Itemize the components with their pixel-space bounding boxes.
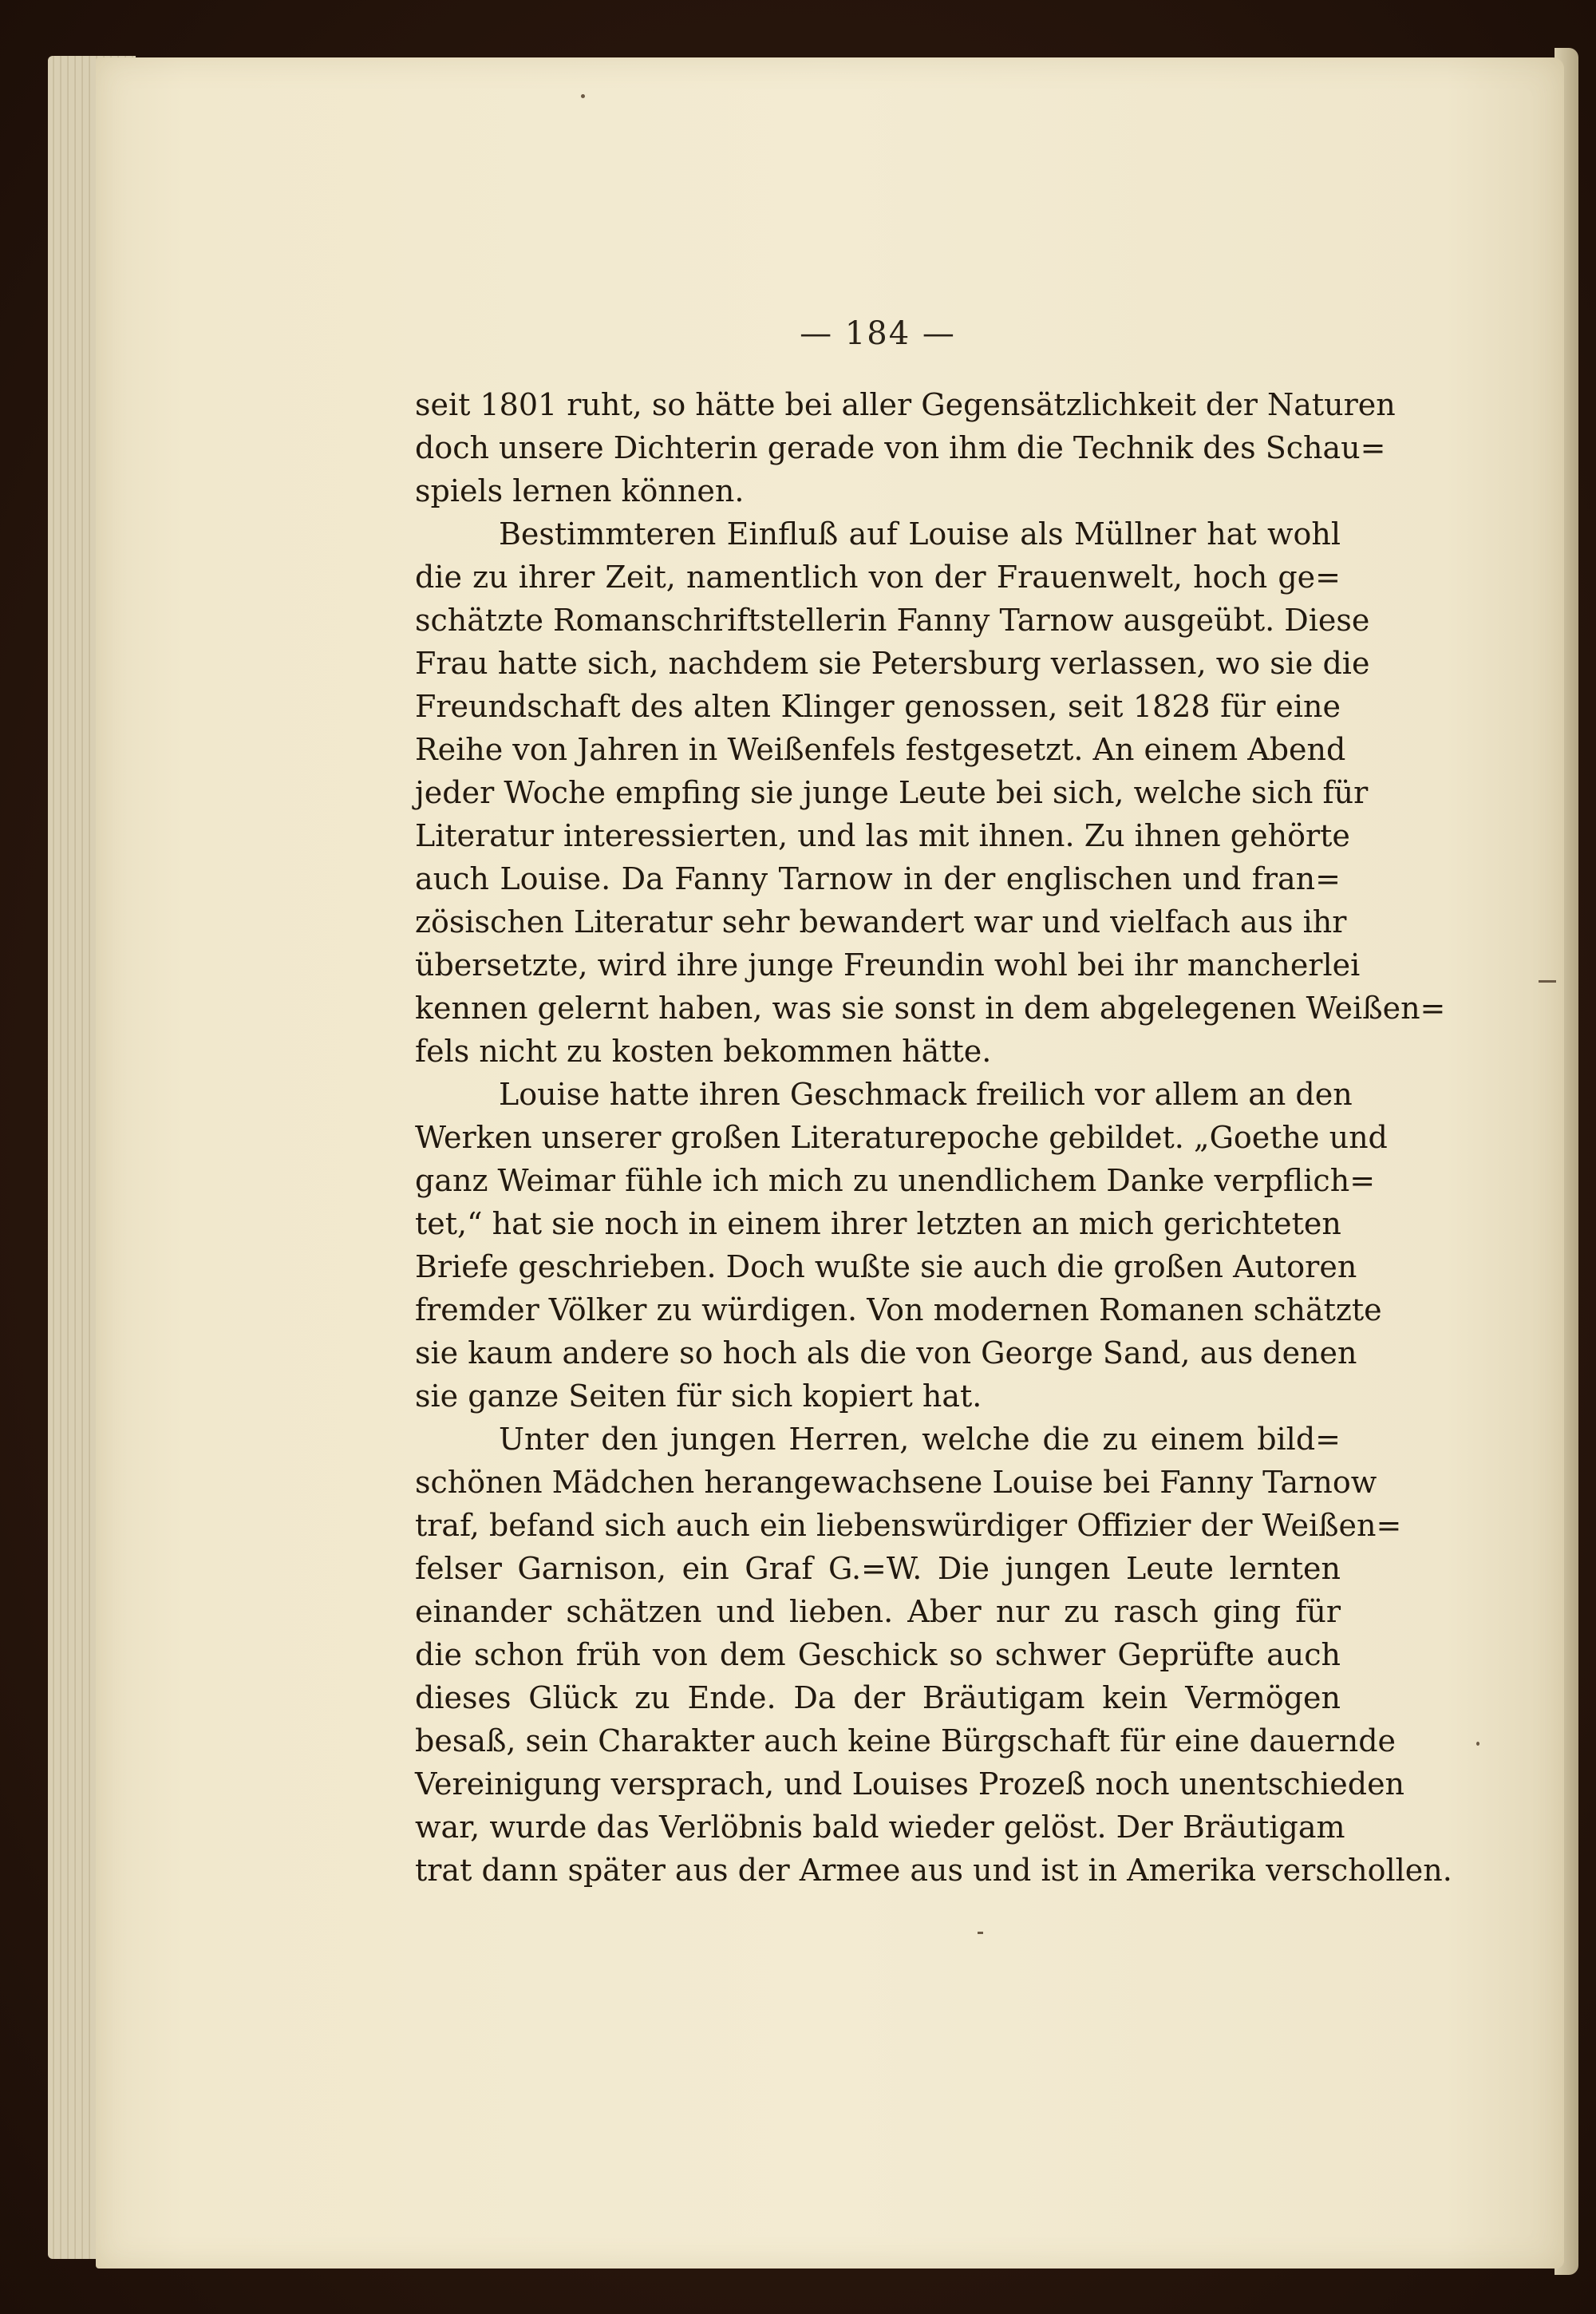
text-line: trat dann später aus der Armee aus und ist in Amerika verschollen. [415,1853,1452,1888]
text-line: Louise hatte ihren Geschmack freilich vor allem an den [499,1077,1353,1112]
text-line: auch Louise. Da Fanny Tarnow in der englischen und fran= [415,861,1341,896]
text-line: fels nicht zu kosten bekommen hätte. [415,1034,992,1069]
text-line: sie ganze Seiten für sich kopiert hat. [415,1379,982,1414]
text-line: besaß, sein Charakter auch keine Bürgschaft für eine dauernde [415,1723,1396,1758]
text-line: sie kaum andere so hoch als die von George Sand, aus denen [415,1335,1357,1371]
text-line: dieses Glück zu Ende. Da der Bräutigam kein Vermögen [415,1680,1341,1715]
text-line: Freundschaft des alten Klinger genossen, seit 1828 für eine [415,689,1341,724]
text-line: zösischen Literatur sehr bewandert war und vielfach aus ihr [415,904,1347,939]
text-line: Frau hatte sich, nachdem sie Petersburg verlassen, wo sie die [415,646,1370,681]
text-line: seit 1801 ruht, so hätte bei aller Gegensätzlichkeit der Naturen [415,387,1396,422]
text-line: schönen Mädchen herangewachsene Louise bei Fanny Tarnow [415,1465,1377,1500]
paragraph-2 [415,512,1446,1073]
text-line: Vereinigung versprach, und Louises Prozeß noch unentschieden [415,1766,1405,1802]
text-line: spiels lernen können. [415,473,745,508]
scan-speck [581,94,585,98]
text-line: fremder Völker zu würdigen. Von modernen Romanen schätzte [415,1292,1382,1327]
text-line: ganz Weimar fühle ich mich zu unendlichem Danke verpflich= [415,1163,1376,1198]
text-line: übersetzte, wird ihre junge Freundin wohl bei ihr mancherlei [415,947,1361,983]
scan-speck [1476,1742,1479,1746]
text-line: die schon früh von dem Geschick so schwer Geprüfte auch [415,1637,1341,1672]
text-line: felser Garnison, ein Graf G.=W. Die jungen Leute lernten [415,1551,1341,1586]
text-line: Reihe von Jahren in Weißenfels festgesetzt. An einem Abend [415,732,1346,767]
text-line: Unter den jungen Herren, welche die zu einem bild= [499,1422,1341,1457]
text-line: einander schätzen und lieben. Aber nur zu rasch ging für [415,1594,1341,1629]
page-number: — 184 — [800,315,956,352]
paragraph-3 [415,1073,1388,1418]
text-line: Literatur interessierten, und las mit ihnen. Zu ihnen gehörte [415,818,1350,853]
body-text [415,383,1452,1892]
scan-speck [1539,980,1556,983]
text-line: doch unsere Dichterin gerade von ihm die Technik des Schau= [415,430,1386,465]
text-line: jeder Woche empfing sie junge Leute bei sich, welche sich für [415,775,1369,810]
text-line: war, wurde das Verlöbnis bald wieder gelöst. Der Bräutigam [415,1810,1345,1845]
text-line: Bestimmteren Einfluß auf Louise als Müllner hat wohl [499,516,1341,552]
paragraph-1 [415,383,1396,512]
text-line: Briefe geschrieben. Doch wußte sie auch die großen Autoren [415,1249,1357,1284]
text-line: kennen gelernt haben, was sie sonst in dem abgelegenen Weißen= [415,991,1446,1026]
text-line: Werken unserer großen Literaturepoche gebildet. „Goethe und [415,1120,1388,1155]
text-line: traf, befand sich auch ein liebenswürdiger Offizier der Weißen= [415,1508,1402,1543]
text-line: tet,“ hat sie noch in einem ihrer letzten an mich gerichteten [415,1206,1341,1241]
scan-speck [978,1932,983,1934]
text-line: die zu ihrer Zeit, namentlich von der Frauenwelt, hoch ge= [415,560,1341,595]
text-line: schätzte Romanschriftstellerin Fanny Tarnow ausgeübt. Diese [415,603,1370,638]
paragraph-4 [415,1418,1452,1892]
